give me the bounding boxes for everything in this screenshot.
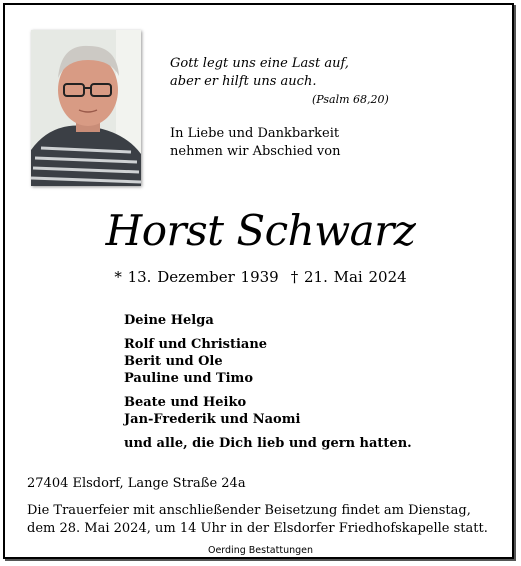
mourner-line: Berit und Ole bbox=[124, 354, 223, 369]
mourner-line: Deine Helga bbox=[124, 313, 214, 328]
farewell-intro bbox=[170, 125, 340, 161]
mourner-line: Rolf und Christiane bbox=[124, 337, 268, 352]
mourner-line: und alle, die Dich lieb und gern hatten. bbox=[124, 436, 412, 451]
intro-line-1: In Liebe und Dankbarkeit bbox=[170, 126, 340, 141]
mourner-group bbox=[124, 312, 412, 329]
mourner-group bbox=[124, 435, 412, 452]
mourners-list bbox=[124, 312, 412, 459]
mourner-line: Beate und Heiko bbox=[124, 395, 247, 410]
portrait-photo bbox=[31, 30, 141, 186]
undertaker-name: Oerding Bestattungen bbox=[207, 545, 314, 556]
death-date: † 21. Mai 2024 bbox=[290, 268, 407, 286]
verse-line-2: aber er hilft uns auch. bbox=[170, 74, 317, 89]
verse-reference: (Psalm 68,20) bbox=[312, 93, 389, 106]
ceremony-line-1: Die Trauerfeier mit anschließender Beisetzung findet am Dienstag, bbox=[27, 503, 471, 518]
ceremony-info bbox=[27, 502, 488, 538]
mourner-line: Jan-Frederik und Naomi bbox=[124, 412, 301, 427]
intro-line-2: nehmen wir Abschied von bbox=[170, 144, 341, 159]
ceremony-line-2: dem 28. Mai 2024, um 14 Uhr in der Elsdorfer Friedhofskapelle statt. bbox=[27, 521, 488, 536]
deceased-name: Horst Schwarz bbox=[105, 206, 416, 255]
bible-verse bbox=[170, 55, 389, 106]
mourner-line: Pauline und Timo bbox=[124, 371, 253, 386]
family-address: 27404 Elsdorf, Lange Straße 24a bbox=[27, 476, 246, 491]
life-dates bbox=[0, 268, 521, 286]
verse-line-1: Gott legt uns eine Last auf, bbox=[170, 56, 349, 71]
mourner-group bbox=[124, 394, 412, 428]
mourner-group bbox=[124, 336, 412, 387]
birth-date: * 13. Dezember 1939 bbox=[114, 268, 279, 286]
